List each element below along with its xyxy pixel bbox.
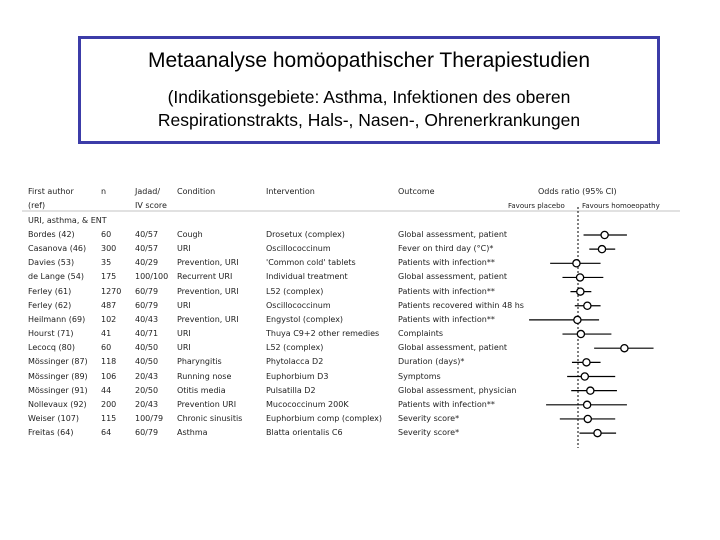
odds-ratio-point <box>587 387 594 394</box>
cell-jadad-score: 40/43 <box>135 314 159 324</box>
odds-ratio-point <box>583 359 590 366</box>
odds-ratio-point <box>573 260 580 267</box>
cell-intervention: L52 (complex) <box>266 343 324 353</box>
cell-condition: Otitis media <box>177 385 226 395</box>
cell-n: 60 <box>101 230 112 239</box>
cell-outcome: Patients with infection** <box>398 258 495 268</box>
cell-author: Freitas (64) <box>28 428 74 438</box>
page-title: Metaanalyse homöopathischer Therapiestudien <box>147 49 591 72</box>
cell-condition: Prevention URI <box>177 399 237 409</box>
cell-condition: Prevention, URI <box>177 258 239 268</box>
col-header-jadad: Jadad/ <box>135 187 161 196</box>
cell-intervention: Oscillococcinum <box>266 244 331 254</box>
cell-author: Casanova (46) <box>28 244 87 254</box>
cell-author: de Lange (54) <box>28 272 84 282</box>
cell-intervention: Pulsatilla D2 <box>266 385 316 395</box>
cell-jadad-score: 20/43 <box>135 399 159 409</box>
cell-outcome: Symptoms <box>398 371 441 381</box>
cell-jadad-score: 60/79 <box>135 300 159 310</box>
odds-ratio-point <box>584 415 591 422</box>
odds-ratio-point <box>584 401 591 408</box>
cell-outcome: Patients with infection** <box>398 286 495 296</box>
cell-jadad-score: 100/100 <box>135 272 169 282</box>
odds-ratio-point <box>576 274 583 281</box>
col-header-author: First author <box>28 187 74 196</box>
cell-jadad-score: 40/50 <box>135 357 159 367</box>
cell-outcome: Global assessment, physician <box>398 385 517 395</box>
cell-jadad-score: 20/50 <box>135 385 159 395</box>
cell-author: Nollevaux (92) <box>28 399 87 409</box>
cell-author: Heilmann (69) <box>28 314 86 324</box>
cell-author: Mössinger (87) <box>28 357 88 367</box>
cell-n: 200 <box>101 399 117 409</box>
cell-outcome: Global assessment, patient <box>398 230 508 239</box>
cell-condition: Prevention, URI <box>177 314 239 324</box>
subheader-ref: (ref) <box>28 201 46 210</box>
cell-n: 106 <box>101 371 117 381</box>
cell-n: 64 <box>101 428 112 438</box>
cell-n: 118 <box>101 357 117 367</box>
cell-intervention: Mucococcinum 200K <box>266 399 349 409</box>
cell-intervention: Engystol (complex) <box>266 314 344 324</box>
cell-n: 60 <box>101 343 112 353</box>
subtitle-line-2: Respirationstrakts, Hals-, Nasen-, Ohrenerkrankungen <box>157 110 581 130</box>
cell-outcome: Duration (days)* <box>398 357 465 367</box>
cell-condition: Asthma <box>177 428 208 438</box>
cell-outcome: Global assessment, patient <box>398 272 508 282</box>
cell-author: Ferley (61) <box>28 286 72 296</box>
cell-intervention: Euphorbium D3 <box>266 371 329 381</box>
cell-author: Bordes (42) <box>28 230 75 239</box>
cell-outcome: Patients with infection** <box>398 399 495 409</box>
cell-intervention: Phytolacca D2 <box>266 357 324 367</box>
cell-n: 41 <box>101 329 112 339</box>
cell-condition: Recurrent URI <box>177 272 233 282</box>
cell-n: 115 <box>101 413 117 423</box>
cell-outcome: Severity score* <box>398 428 460 438</box>
cell-author: Mössinger (89) <box>28 371 88 381</box>
subtitle-line-1: (Indikationsgebiete: Asthma, Infektionen des oberen <box>167 87 571 107</box>
cell-condition: URI <box>177 343 191 353</box>
subheader-iv-score: IV score <box>135 201 167 210</box>
col-header-odds-ratio: Odds ratio (95% CI) <box>538 187 617 196</box>
col-header-n: n <box>101 187 107 196</box>
cell-author: Weiser (107) <box>28 413 80 423</box>
cell-n: 35 <box>101 258 112 268</box>
cell-jadad-score: 40/71 <box>135 329 159 339</box>
cell-jadad-score: 40/29 <box>135 258 159 268</box>
favours-placebo-label: Favours placebo <box>508 202 565 210</box>
cell-outcome: Global assessment, patient <box>398 343 508 353</box>
cell-intervention: L52 (complex) <box>266 286 324 296</box>
cell-condition: URI <box>177 244 191 254</box>
cell-author: Davies (53) <box>28 258 75 268</box>
col-header-intervention: Intervention <box>266 187 315 196</box>
cell-intervention: Drosetux (complex) <box>266 230 345 239</box>
col-header-condition: Condition <box>177 187 216 196</box>
cell-author: Hourst (71) <box>28 329 74 339</box>
cell-n: 1270 <box>101 286 122 296</box>
col-header-outcome: Outcome <box>398 187 435 196</box>
odds-ratio-point <box>598 246 605 253</box>
cell-condition: Chronic sinusitis <box>177 413 243 423</box>
cell-condition: Pharyngitis <box>177 357 222 367</box>
odds-ratio-point <box>594 430 601 437</box>
group-label: URI, asthma, & ENT <box>28 216 107 225</box>
odds-ratio-point <box>621 345 628 352</box>
odds-ratio-point <box>577 330 584 337</box>
cell-author: Lecocq (80) <box>28 343 75 353</box>
odds-ratio-point <box>601 231 608 238</box>
cell-jadad-score: 60/79 <box>135 286 159 296</box>
odds-ratio-point <box>577 288 584 295</box>
cell-intervention: Oscillococcinum <box>266 300 331 310</box>
cell-outcome: Fever on third day (°C)* <box>398 244 494 254</box>
cell-condition: Prevention, URI <box>177 286 239 296</box>
odds-ratio-point <box>581 373 588 380</box>
cell-n: 102 <box>101 314 117 324</box>
cell-outcome: Severity score* <box>398 413 460 423</box>
cell-condition: URI <box>177 300 191 310</box>
cell-condition: URI <box>177 329 191 339</box>
cell-condition: Running nose <box>177 371 232 381</box>
cell-intervention: Thuya C9+2 other remedies <box>266 329 380 339</box>
cell-jadad-score: 40/57 <box>135 244 159 254</box>
cell-outcome: Complaints <box>398 329 444 339</box>
cell-n: 175 <box>101 272 117 282</box>
cell-author: Ferley (62) <box>28 300 72 310</box>
cell-intervention: Euphorbium comp (complex) <box>266 413 383 423</box>
cell-n: 44 <box>101 385 112 395</box>
odds-ratio-point <box>584 302 591 309</box>
cell-jadad-score: 100/79 <box>135 413 164 423</box>
cell-n: 300 <box>101 244 117 254</box>
cell-n: 487 <box>101 300 117 310</box>
cell-intervention: Individual treatment <box>266 272 348 282</box>
cell-outcome: Patients recovered within 48 hs <box>398 300 524 310</box>
cell-outcome: Patients with infection** <box>398 314 495 324</box>
cell-intervention: Blatta orientalis C6 <box>266 428 343 438</box>
cell-condition: Cough <box>177 230 203 239</box>
cell-jadad-score: 60/79 <box>135 428 159 438</box>
cell-author: Mössinger (91) <box>28 385 88 395</box>
cell-intervention: 'Common cold' tablets <box>266 258 356 268</box>
cell-jadad-score: 40/57 <box>135 230 159 239</box>
cell-jadad-score: 20/43 <box>135 371 159 381</box>
favours-homoeopathy-label: Favours homoeopathy <box>582 202 660 210</box>
cell-jadad-score: 40/50 <box>135 343 159 353</box>
odds-ratio-point <box>574 316 581 323</box>
